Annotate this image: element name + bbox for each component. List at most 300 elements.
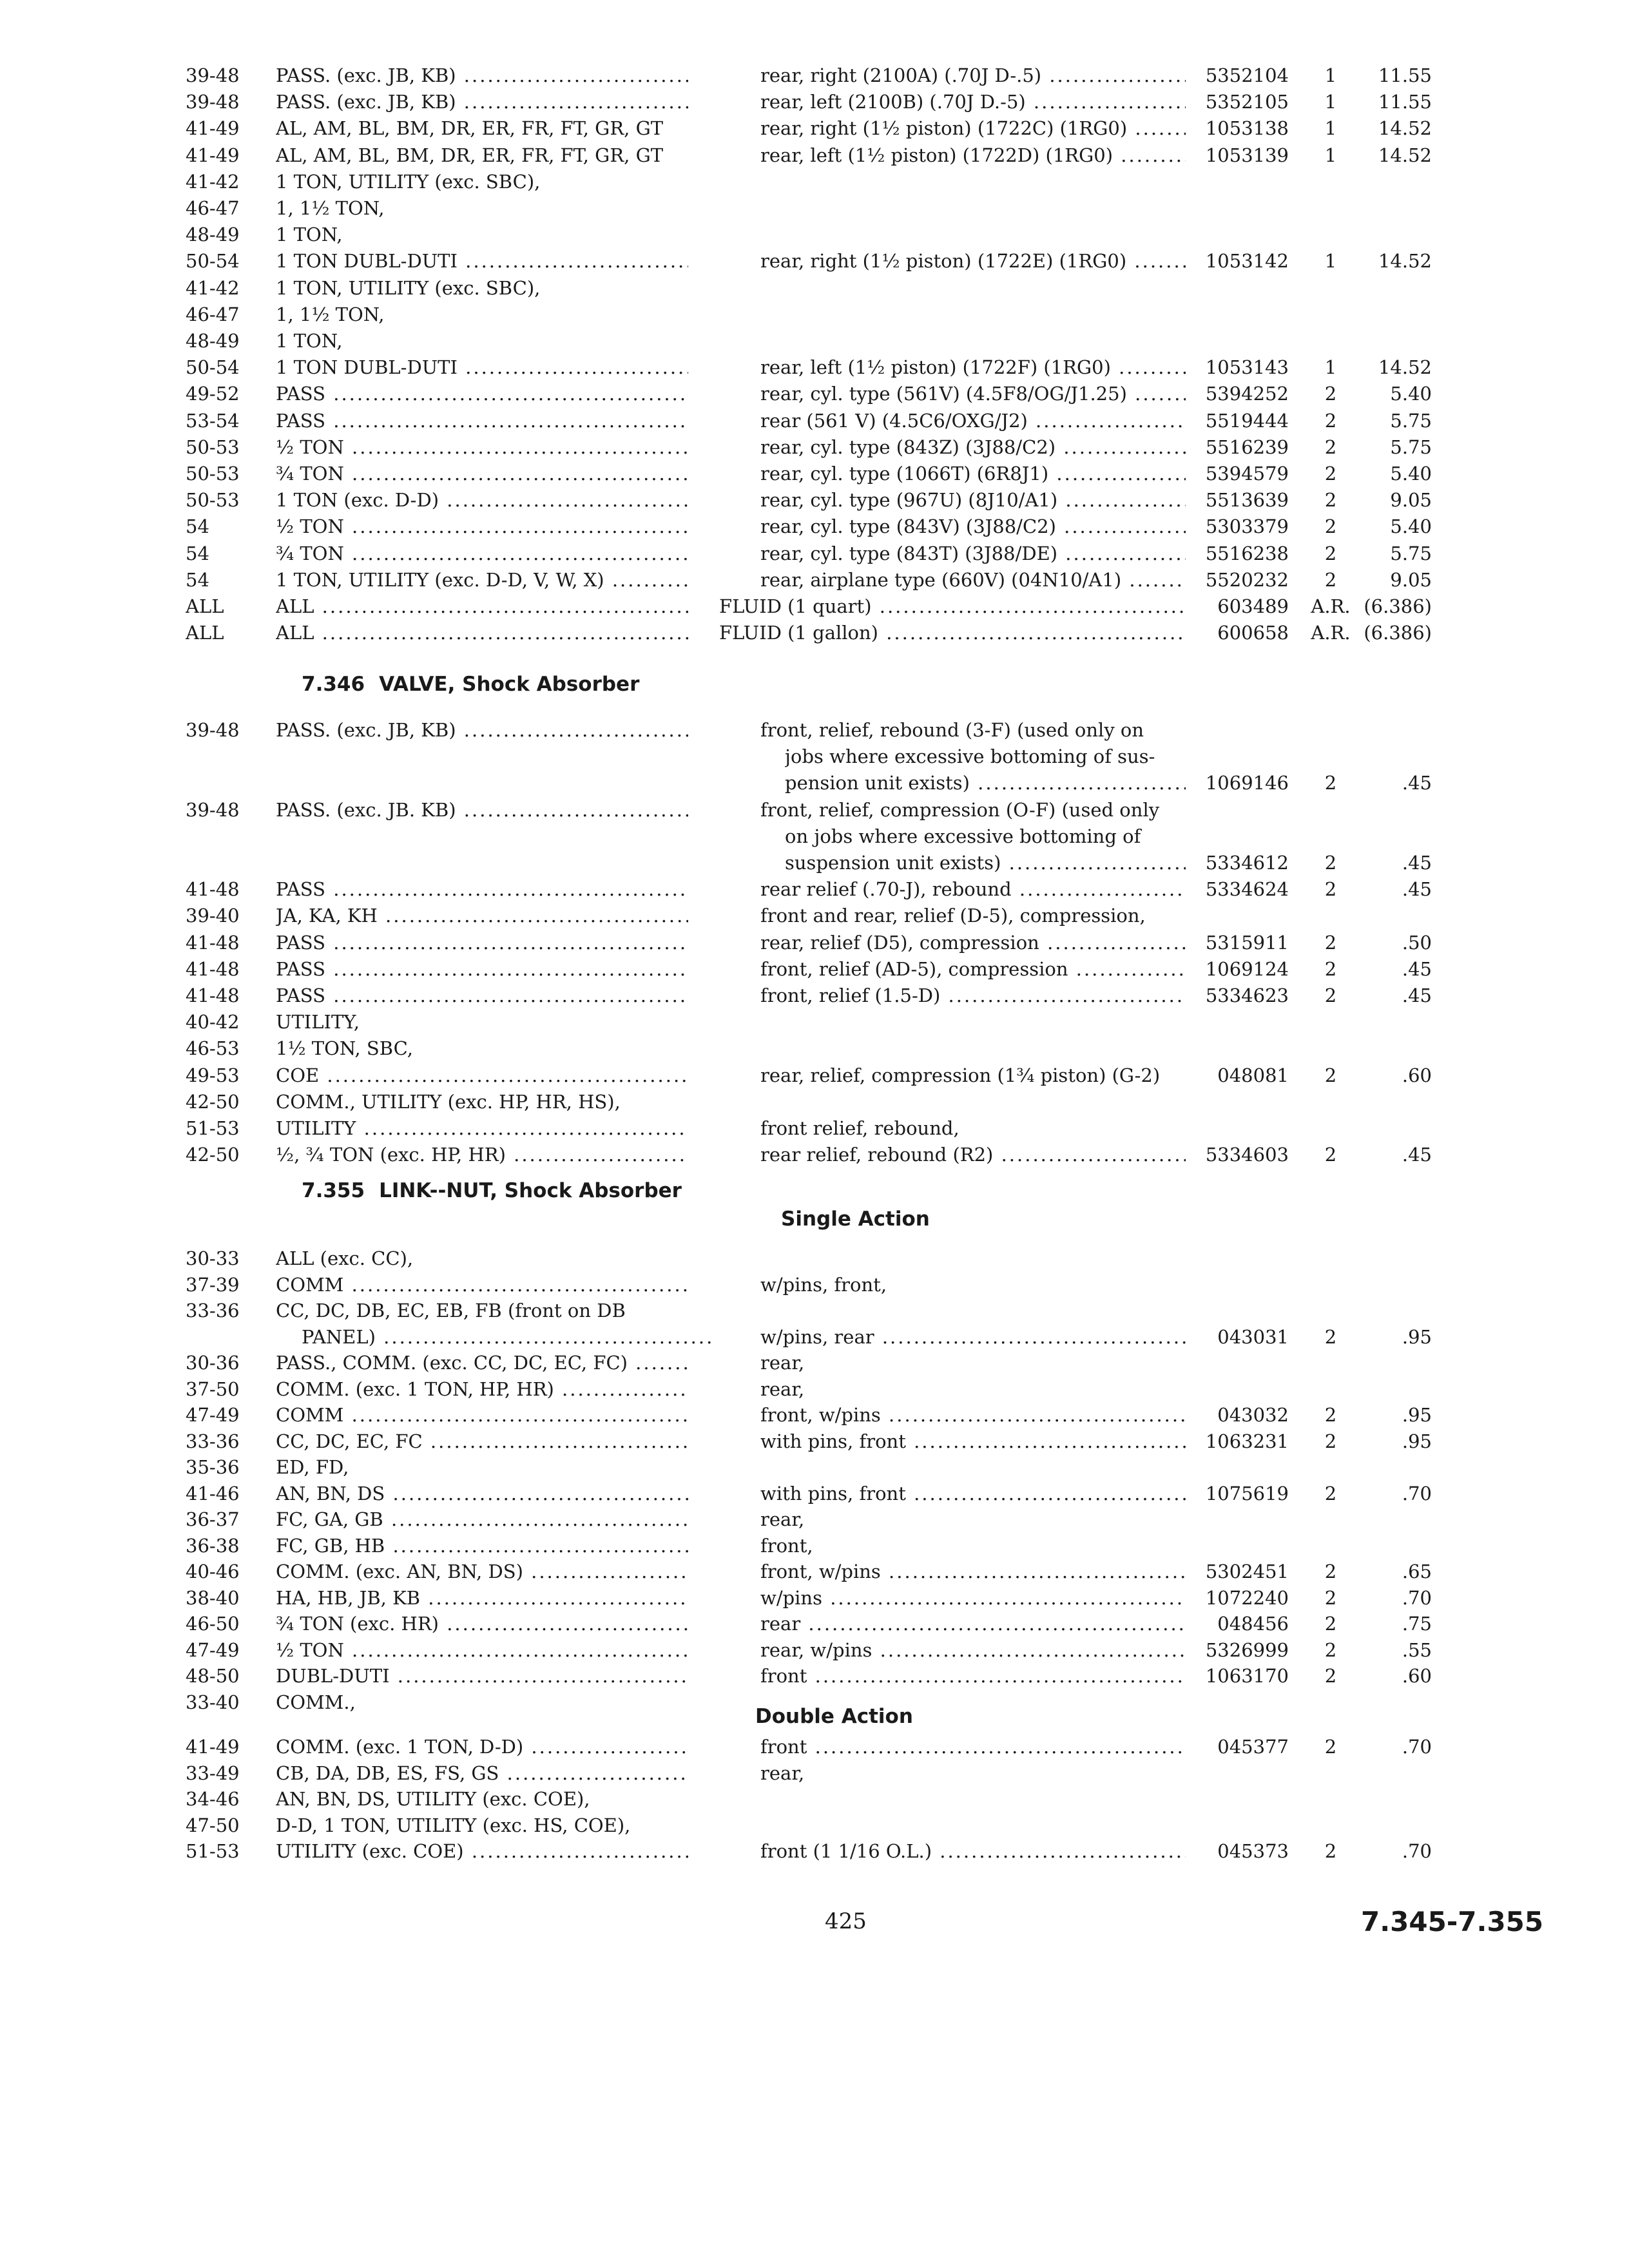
model-cell: PASS ..... — [276, 407, 688, 434]
description-cell: rear, right (1½ piston) (1722C) (1RG0) ..... — [760, 115, 1186, 142]
year-range: 42-50 — [186, 1091, 240, 1113]
model-cell: ¾ TON (exc. HR) ..... — [276, 1610, 688, 1637]
year-range: 41-49 — [186, 1736, 240, 1758]
year-range: 51-53 — [186, 1840, 240, 1862]
part-number: 5516239 — [1205, 436, 1289, 458]
description-cell: rear, — [760, 1762, 805, 1784]
part-number: 045377 — [1217, 1736, 1289, 1758]
price: 14.52 — [1378, 356, 1432, 378]
year-range: 37-39 — [186, 1274, 240, 1296]
year-range: 49-52 — [186, 383, 240, 405]
year-range: 49-53 — [186, 1064, 240, 1086]
year-range: 36-37 — [186, 1508, 240, 1530]
part-number: 5513639 — [1205, 489, 1289, 511]
part-number: 1069124 — [1205, 958, 1289, 980]
year-range: 39-48 — [186, 64, 240, 86]
price: 14.52 — [1378, 117, 1432, 139]
description-cell: rear, cyl. type (843Z) (3J88/C2) ..... — [760, 434, 1186, 461]
quantity: 2 — [1324, 852, 1337, 874]
price: .70 — [1402, 1736, 1432, 1758]
description-cell: rear, relief, compression (1¾ piston) (G-2) — [760, 1064, 1161, 1086]
year-range: 40-46 — [186, 1561, 240, 1582]
price: 11.55 — [1378, 64, 1432, 86]
model-cell: 1 TON DUBL-DUTI ..... — [276, 354, 688, 381]
description-cell: on jobs where excessive bottoming of — [785, 825, 1141, 847]
description-cell: rear, left (1½ piston) (1722F) (1RG0) ..... — [760, 354, 1186, 381]
table-row — [0, 1689, 1629, 1716]
description-cell: rear, w/pins ..... — [760, 1637, 1186, 1664]
model-cell: PASS. (exc. JB, KB) ..... — [276, 716, 688, 744]
table-row — [0, 1349, 1629, 1376]
model-cell: JA, KA, KH ..... — [276, 902, 688, 929]
table-row — [0, 769, 1629, 796]
table-row — [0, 716, 1629, 744]
price: .60 — [1402, 1064, 1432, 1086]
quantity: 2 — [1324, 772, 1337, 794]
description-cell: w/pins, rear ..... — [760, 1323, 1186, 1350]
year-range: 50-53 — [186, 436, 240, 458]
part-number: 5303379 — [1205, 515, 1289, 537]
model-cell: 1 TON, UTILITY (exc. SBC), — [276, 171, 541, 193]
table-row — [0, 1297, 1629, 1324]
table-row — [0, 486, 1629, 514]
table-row — [0, 929, 1629, 956]
description-cell: front and rear, relief (D-5), compression, — [760, 905, 1146, 927]
table-row — [0, 1088, 1629, 1115]
model-cell: AL, AM, BL, BM, DR, ER, FR, FT, GR, GT — [276, 117, 664, 139]
part-number: 5334624 — [1205, 878, 1289, 900]
table-row — [0, 1506, 1629, 1533]
model-cell: UTILITY, — [276, 1011, 360, 1033]
table-row — [0, 1838, 1629, 1865]
quantity: 1 — [1324, 144, 1337, 166]
part-number: 5394579 — [1205, 463, 1289, 485]
table-row — [0, 566, 1629, 593]
table-row — [0, 1062, 1629, 1089]
quantity: 1 — [1324, 250, 1337, 272]
part-number: 600658 — [1217, 622, 1289, 644]
year-range: 33-36 — [186, 1430, 240, 1452]
price: .45 — [1402, 958, 1432, 980]
quantity: 1 — [1324, 91, 1337, 113]
quantity: 2 — [1324, 985, 1337, 1006]
price: (6.386) — [1364, 595, 1432, 617]
description-cell: rear, cyl. type (1066T) (6R8J1) ..... — [760, 460, 1186, 487]
quantity: 2 — [1324, 543, 1337, 564]
year-range: 50-53 — [186, 489, 240, 511]
year-range: 33-36 — [186, 1300, 240, 1321]
model-cell: 1½ TON, SBC, — [276, 1037, 413, 1059]
table-row — [0, 1637, 1629, 1664]
description-cell: jobs where excessive bottoming of sus- — [785, 745, 1155, 767]
year-range: 47-50 — [186, 1814, 240, 1836]
quantity: 2 — [1324, 1840, 1337, 1862]
year-range: 39-48 — [186, 799, 240, 821]
year-range: 42-50 — [186, 1144, 240, 1166]
part-number: 1053139 — [1205, 144, 1289, 166]
description-cell: rear, right (1½ piston) (1722E) (1RG0) ..... — [760, 247, 1186, 274]
part-number: 5394252 — [1205, 383, 1289, 405]
model-cell: UTILITY ..... — [276, 1115, 688, 1142]
price: .75 — [1402, 1613, 1432, 1635]
description-cell: rear, — [760, 1508, 805, 1530]
table-row — [0, 1428, 1629, 1455]
year-range: 50-54 — [186, 250, 240, 272]
model-cell: ALL ..... — [276, 619, 688, 646]
description-cell: rear, airplane type (660V) (04N10/A1) ..... — [760, 566, 1186, 593]
quantity: 2 — [1324, 1639, 1337, 1661]
description-cell: suspension unit exists) ..... — [785, 849, 1186, 876]
table-row — [0, 62, 1629, 89]
part-number: 603489 — [1217, 595, 1289, 617]
part-number: 5302451 — [1205, 1561, 1289, 1582]
table-row — [0, 1733, 1629, 1760]
quantity: 1 — [1324, 64, 1337, 86]
model-cell: FC, GB, HB ..... — [276, 1532, 688, 1559]
quantity: 2 — [1324, 1561, 1337, 1582]
description-cell: rear relief, rebound (R2) ..... — [760, 1141, 1186, 1168]
model-cell: PASS., COMM. (exc. CC, DC, EC, FC) ..... — [276, 1349, 688, 1376]
table-row — [0, 1323, 1629, 1350]
table-row — [0, 540, 1629, 567]
quantity: 2 — [1324, 436, 1337, 458]
description-cell: rear, left (1½ piston) (1722D) (1RG0) ..... — [760, 142, 1186, 169]
price: .45 — [1402, 852, 1432, 874]
part-number: 5352105 — [1205, 91, 1289, 113]
model-cell: 1 TON (exc. D-D) ..... — [276, 486, 688, 514]
table-row — [0, 1480, 1629, 1507]
model-cell: AN, BN, DS, UTILITY (exc. COE), — [276, 1788, 590, 1810]
model-cell: PASS ..... — [276, 982, 688, 1009]
year-range: ALL — [186, 595, 224, 617]
table-row — [0, 168, 1629, 195]
year-range: 41-48 — [186, 958, 240, 980]
table-row — [0, 407, 1629, 434]
table-row — [0, 823, 1629, 850]
part-number: 045373 — [1217, 1840, 1289, 1862]
model-cell: AL, AM, BL, BM, DR, ER, FR, FT, GR, GT — [276, 144, 664, 166]
model-cell: 1 TON, UTILITY (exc. D-D, V, W, X) ..... — [276, 566, 688, 593]
price: 14.52 — [1378, 144, 1432, 166]
quantity: 2 — [1324, 1430, 1337, 1452]
year-range: 33-40 — [186, 1691, 240, 1713]
quantity: 2 — [1324, 1665, 1337, 1687]
model-cell: CB, DA, DB, ES, FS, GS ..... — [276, 1760, 688, 1787]
description-cell: rear, cyl. type (843T) (3J88/DE) ..... — [760, 540, 1186, 567]
part-number: 1072240 — [1205, 1587, 1289, 1609]
table-row — [0, 1115, 1629, 1142]
description-cell: rear (561 V) (4.5C6/OXG/J2) ..... — [760, 407, 1186, 434]
year-range: 46-50 — [186, 1613, 240, 1635]
table-row — [0, 743, 1629, 770]
table-row — [0, 221, 1629, 248]
model-cell: COMM. (exc. 1 TON, HP, HR) ..... — [276, 1376, 688, 1403]
year-range: 46-53 — [186, 1037, 240, 1059]
model-cell: COMM. (exc. 1 TON, D-D) ..... — [276, 1733, 688, 1760]
year-range: 39-40 — [186, 905, 240, 927]
table-row — [0, 354, 1629, 381]
section-title: VALVE, Shock Absorber — [379, 673, 640, 696]
table-row — [0, 1401, 1629, 1428]
price: .45 — [1402, 1144, 1432, 1166]
year-range: 41-46 — [186, 1483, 240, 1504]
year-range: 50-54 — [186, 356, 240, 378]
description-cell: rear, cyl. type (843V) (3J88/C2) ..... — [760, 513, 1186, 540]
table-row — [0, 1760, 1629, 1787]
price: .45 — [1402, 985, 1432, 1006]
model-cell: COMM., UTILITY (exc. HP, HR, HS), — [276, 1091, 621, 1113]
model-cell: D-D, 1 TON, UTILITY (exc. HS, COE), — [276, 1814, 631, 1836]
table-row — [0, 1662, 1629, 1689]
quantity: 2 — [1324, 515, 1337, 537]
description-cell: front, w/pins ..... — [760, 1401, 1186, 1428]
description-cell: front (1 1/16 O.L.) ..... — [760, 1838, 1186, 1865]
year-range: 47-49 — [186, 1404, 240, 1426]
model-cell: PANEL) ..... — [302, 1323, 714, 1350]
part-number: 048081 — [1217, 1064, 1289, 1086]
year-range: 30-33 — [186, 1247, 240, 1269]
model-cell: PASS ..... — [276, 876, 688, 903]
model-cell: 1 TON DUBL-DUTI ..... — [276, 247, 688, 274]
description-cell: rear, right (2100A) (.70J D-.5) ..... — [760, 62, 1186, 89]
year-range: 38-40 — [186, 1587, 240, 1609]
quantity: 2 — [1324, 958, 1337, 980]
model-cell: ½, ¾ TON (exc. HP, HR) ..... — [276, 1141, 688, 1168]
year-range: 35-36 — [186, 1456, 240, 1478]
model-cell: COMM., — [276, 1691, 356, 1713]
price: 5.40 — [1390, 515, 1432, 537]
price: .95 — [1402, 1404, 1432, 1426]
table-row — [0, 956, 1629, 983]
year-range: 39-48 — [186, 719, 240, 741]
model-cell: AN, BN, DS ..... — [276, 1480, 688, 1507]
part-number: 5352104 — [1205, 64, 1289, 86]
table-row — [0, 247, 1629, 274]
table-row — [0, 1271, 1629, 1298]
model-cell: PASS ..... — [276, 929, 688, 956]
part-number: 043032 — [1217, 1404, 1289, 1426]
table-row — [0, 1558, 1629, 1585]
part-number: 5315911 — [1205, 932, 1289, 954]
price: .45 — [1402, 772, 1432, 794]
model-cell: CC, DC, EC, FC ..... — [276, 1428, 688, 1455]
quantity: 2 — [1324, 1144, 1337, 1166]
price: .95 — [1402, 1326, 1432, 1348]
price: .55 — [1402, 1639, 1432, 1661]
price: 5.75 — [1390, 410, 1432, 432]
table-row — [0, 1454, 1629, 1481]
table-row — [0, 982, 1629, 1009]
quantity: 2 — [1324, 1736, 1337, 1758]
year-range: 37-50 — [186, 1378, 240, 1400]
model-cell: ALL ..... — [276, 593, 688, 620]
description-cell: front, — [760, 1535, 813, 1557]
table-row — [0, 460, 1629, 487]
year-range: 48-49 — [186, 224, 240, 245]
year-range: 41-48 — [186, 932, 240, 954]
page-number: 425 — [825, 1908, 867, 1934]
model-cell: ¾ TON ..... — [276, 540, 688, 567]
part-number: 048456 — [1217, 1613, 1289, 1635]
model-cell: 1, 1½ TON, — [276, 197, 385, 219]
part-number: 5334603 — [1205, 1144, 1289, 1166]
model-cell: PASS. (exc. JB, KB) ..... — [276, 88, 688, 115]
table-row — [0, 380, 1629, 407]
part-number: 1053143 — [1205, 356, 1289, 378]
year-range: 48-50 — [186, 1665, 240, 1687]
price: 9.05 — [1390, 489, 1432, 511]
year-range: 30-36 — [186, 1352, 240, 1374]
part-number: 1069146 — [1205, 772, 1289, 794]
quantity: 2 — [1324, 1064, 1337, 1086]
description-cell: rear, cyl. type (561V) (4.5F8/OG/J1.25) ..... — [760, 380, 1186, 407]
quantity: 2 — [1324, 463, 1337, 485]
section-number: 7.346 — [302, 673, 365, 696]
table-row — [0, 1141, 1629, 1168]
model-cell: CC, DC, DB, EC, EB, FB (front on DB — [276, 1300, 626, 1321]
model-cell: ½ TON ..... — [276, 434, 688, 461]
model-cell: ½ TON ..... — [276, 1637, 688, 1664]
subheading-single-action: Single Action — [781, 1207, 930, 1231]
price: (6.386) — [1364, 622, 1432, 644]
description-cell: FLUID (1 gallon) ..... — [719, 619, 1186, 646]
description-cell: rear, — [760, 1378, 805, 1400]
description-cell: with pins, front ..... — [760, 1428, 1186, 1455]
table-row — [0, 1376, 1629, 1403]
part-number: 1063231 — [1205, 1430, 1289, 1452]
subheading-double-action: Double Action — [755, 1705, 913, 1728]
price: .50 — [1402, 932, 1432, 954]
year-range: 41-48 — [186, 878, 240, 900]
year-range: 41-49 — [186, 117, 240, 139]
price: 5.40 — [1390, 383, 1432, 405]
model-cell: 1 TON, — [276, 224, 343, 245]
part-number: 5520232 — [1205, 569, 1289, 591]
price: 11.55 — [1378, 91, 1432, 113]
table-row — [0, 434, 1629, 461]
model-cell: 1 TON, — [276, 330, 343, 352]
table-row — [0, 1785, 1629, 1812]
model-cell: COMM ..... — [276, 1401, 688, 1428]
table-row — [0, 195, 1629, 222]
table-row — [0, 88, 1629, 115]
year-range: 46-47 — [186, 303, 240, 325]
quantity: 2 — [1324, 932, 1337, 954]
description-cell: rear relief (.70-J), rebound ..... — [760, 876, 1186, 903]
table-row — [0, 1245, 1629, 1272]
year-range: 39-48 — [186, 91, 240, 113]
part-number: 1075619 — [1205, 1483, 1289, 1504]
quantity: 2 — [1324, 569, 1337, 591]
model-cell: COMM. (exc. AN, BN, DS) ..... — [276, 1558, 688, 1585]
table-row — [0, 902, 1629, 929]
year-range: 54 — [186, 543, 209, 564]
description-cell: pension unit exists) ..... — [785, 769, 1186, 796]
quantity: 1 — [1324, 356, 1337, 378]
description-cell: front relief, rebound, — [760, 1117, 959, 1139]
year-range: 41-42 — [186, 277, 240, 299]
table-row — [0, 619, 1629, 646]
description-cell: w/pins, front, — [760, 1274, 887, 1296]
table-row — [0, 1008, 1629, 1035]
table-row — [0, 796, 1629, 823]
part-number: 1063170 — [1205, 1665, 1289, 1687]
year-range: ALL — [186, 622, 224, 644]
year-range: 41-49 — [186, 144, 240, 166]
table-row — [0, 1610, 1629, 1637]
model-cell: COE ..... — [276, 1062, 688, 1089]
year-range: 41-42 — [186, 171, 240, 193]
model-cell: 1 TON, UTILITY (exc. SBC), — [276, 277, 541, 299]
table-row — [0, 142, 1629, 169]
price: 14.52 — [1378, 250, 1432, 272]
model-cell: ½ TON ..... — [276, 513, 688, 540]
year-range: 53-54 — [186, 410, 240, 432]
year-range: 40-42 — [186, 1011, 240, 1033]
description-cell: w/pins ..... — [760, 1584, 1186, 1611]
quantity: 2 — [1324, 1404, 1337, 1426]
price: 9.05 — [1390, 569, 1432, 591]
model-cell: COMM ..... — [276, 1271, 688, 1298]
price: .70 — [1402, 1587, 1432, 1609]
year-range: 48-49 — [186, 330, 240, 352]
quantity: 1 — [1324, 117, 1337, 139]
part-number: 5326999 — [1205, 1639, 1289, 1661]
year-range: 33-49 — [186, 1762, 240, 1784]
part-number: 1053138 — [1205, 117, 1289, 139]
description-cell: front, relief (AD-5), compression ..... — [760, 956, 1186, 983]
table-row — [0, 115, 1629, 142]
description-cell: front ..... — [760, 1733, 1186, 1760]
year-range: 50-53 — [186, 463, 240, 485]
table-row — [0, 1532, 1629, 1559]
year-range: 54 — [186, 569, 209, 591]
table-row — [0, 1812, 1629, 1839]
table-row — [0, 876, 1629, 903]
quantity: 2 — [1324, 1587, 1337, 1609]
description-cell: front, relief, rebound (3-F) (used only on — [760, 719, 1144, 741]
price: .70 — [1402, 1840, 1432, 1862]
year-range: 34-46 — [186, 1788, 240, 1810]
description-cell: rear, cyl. type (967U) (8J10/A1) ..... — [760, 486, 1186, 514]
quantity: 2 — [1324, 1483, 1337, 1504]
model-cell: ALL (exc. CC), — [276, 1247, 414, 1269]
year-range: 46-47 — [186, 197, 240, 219]
part-number: 1053142 — [1205, 250, 1289, 272]
section-number: 7.355 — [302, 1179, 365, 1202]
table-row — [0, 513, 1629, 540]
model-cell: PASS. (exc. JB, KB) ..... — [276, 62, 688, 89]
table-row — [0, 1584, 1629, 1611]
section-range: 7.345-7.355 — [1361, 1906, 1544, 1937]
part-number: 5519444 — [1205, 410, 1289, 432]
description-cell: front, w/pins ..... — [760, 1558, 1186, 1585]
price: 5.75 — [1390, 543, 1432, 564]
description-cell: FLUID (1 quart) ..... — [719, 593, 1186, 620]
table-row — [0, 849, 1629, 876]
price: 5.40 — [1390, 463, 1432, 485]
description-cell: rear, relief (D5), compression ..... — [760, 929, 1186, 956]
description-cell: rear, left (2100B) (.70J D.-5) ..... — [760, 88, 1186, 115]
quantity: 2 — [1324, 383, 1337, 405]
model-cell: UTILITY (exc. COE) ..... — [276, 1838, 688, 1865]
quantity: A.R. — [1311, 595, 1351, 617]
part-number: 5516238 — [1205, 543, 1289, 564]
quantity: A.R. — [1311, 622, 1351, 644]
description-cell: front, relief, compression (O-F) (used only — [760, 799, 1160, 821]
model-cell: DUBL-DUTI ..... — [276, 1662, 688, 1689]
quantity: 2 — [1324, 489, 1337, 511]
